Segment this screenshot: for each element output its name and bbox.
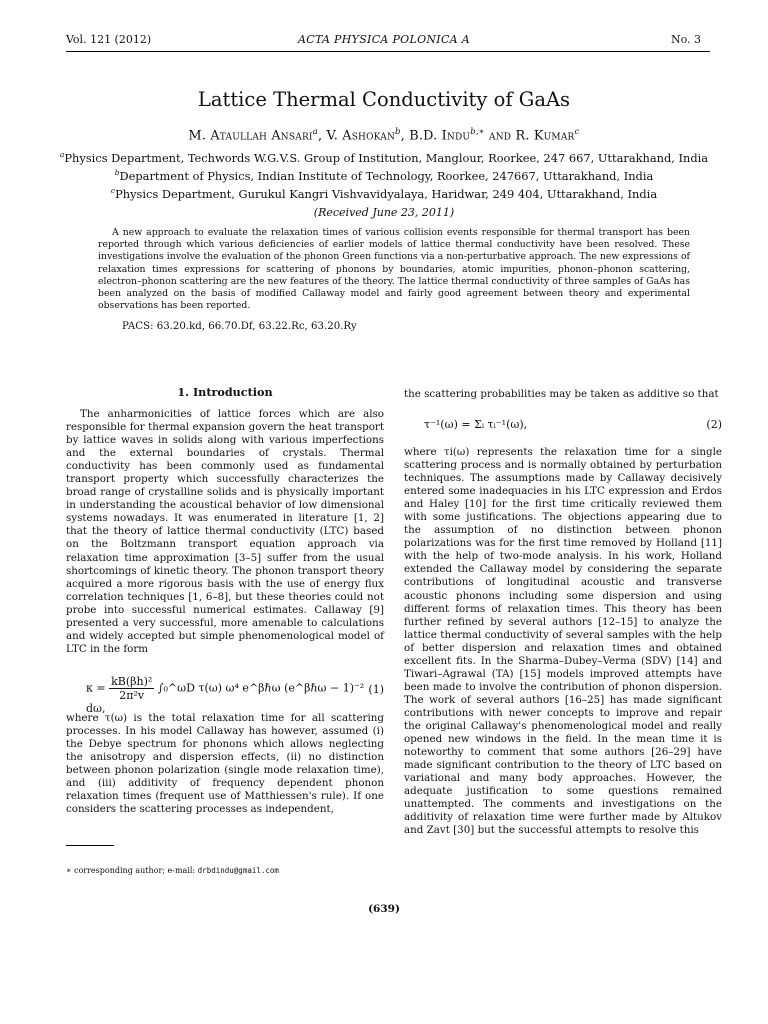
body-paragraph: The anharmonicities of lattice forces which are also responsible for thermal expansion govern the heat transport by lattice waves in solids along with various imperfections and the external boundaries of crystals. Thermal conductivity has been commonly used as fundamental transport property which successfully characterizes the broad range of crystalline solids and is physically important in understanding the acoustical behavior of low dimensional systems nowadays. It was enumerated in literature [1, 2] that the theory of lattice thermal conductivity (LTC) based on the Boltzmann transport equation approach via relaxation time approximation [3–5] suffer from the usual shortcomings of kinetic theory. The phonon transport theory acquired a more rigorous basis with the use of energy flux correlation techniques [1, 6–8], but these theories could not probe into successful numerical estimates. Callaway [9] presented a very successful, more amenable to calculations and widely accepted but simple phenomenological model of LTC in the form	[66, 408, 384, 655]
author-list: M. Ataullah Ansari$^a$, V. Ashokan$^b$, B.D. Indu$^{b,∗}$ and R. Kumar$^c$	[188, 127, 580, 144]
equation-number: (2)	[706, 418, 722, 431]
author-name: V. Ashokan	[326, 128, 396, 144]
affiliation-text: Physics Department, Techwords W.G.V.S. Group of Institution, Manglour, Roorkee, 247 667, Uttarakhand, India	[64, 150, 709, 165]
affiliation	[0, 186, 768, 201]
body-paragraph: the scattering probabilities may be taken as additive so that	[404, 388, 719, 400]
equation-integral: ∫₀^ωD τ(ω) ω⁴ e^βℏω (e^βℏω − 1)⁻² dω,	[86, 681, 365, 715]
received-date: (Received June 23, 2011)	[313, 206, 455, 219]
author-name: M. Ataullah Ansari	[188, 128, 313, 144]
author-name: B.D. Indu	[409, 128, 471, 144]
author-affiliation-mark: b	[395, 127, 401, 137]
equation-lhs: κ =	[86, 681, 106, 695]
footnote-rule	[66, 845, 114, 846]
affiliation-mark: b	[114, 168, 120, 177]
issue-number: No. 3	[670, 33, 701, 46]
affiliation-mark: c	[110, 186, 116, 195]
equation-fraction	[109, 675, 154, 702]
email-link[interactable]: drbdindu@gmail.com	[197, 866, 279, 875]
equation-number: (1)	[368, 683, 384, 696]
paper-title: Lattice Thermal Conductivity of GaAs	[197, 88, 571, 111]
footnote-text: ∗ corresponding author; e-mail:	[66, 866, 198, 875]
affiliation-mark: a	[59, 150, 65, 159]
page-number: (639)	[368, 903, 400, 915]
section-heading: 1. Introduction	[177, 385, 273, 399]
body-paragraph: where τi(ω) represents the relaxation time for a single scattering process and is normally obtained by perturbation techniques. The assumptions made by Callaway decisively entered some inadequacies in his LTC expression and Erdos and Haley [10] for the first time critically reviewed them with some justifications. The objections appearing due to the assumption of no distinction between phonon polarizations was for the first time removed by Holland [11] with the help of two-mode analysis. In his work, Holland extended the Callaway model by considering the separate contributions of longitudinal acoustic and transverse acoustic phonons including some dispersion and using different forms of relaxation times. This theory has been further refined by several authors [12–15] to analyze the lattice thermal conductivity of several samples with the help of better dispersion and relaxation times and obtained excellent fits. In the Sharma–Dubey–Verma (SDV) [14] and Tiwari–Agrawal (TA) [15] models improved attempts have been made to involve the contribution of phonon dispersion. The work of several authors [16–25] has made significant contributions with newer concepts to improve and repair the original Callaway's phenomenological model and really opened new windows in the field. In the mean time it is noteworthy to comment that some authors [26–29] have made significant contribution to the theory of LTC based on variational and many body approaches. However, the adequate justification to some questions remained unattempted. The comments and investigations on the additivity of relaxation time were further made by Altukov and Zavt [30] but the successful attempts to resolve this	[404, 446, 722, 837]
pacs-codes: PACS: 63.20.kd, 66.70.Df, 63.22.Rc, 63.20.Ry	[122, 321, 357, 332]
affiliation	[0, 150, 768, 165]
affiliation	[0, 168, 768, 183]
fraction-numerator: kB(βh)²	[111, 675, 153, 688]
author-affiliation-mark: a	[312, 127, 318, 137]
abstract: A new approach to evaluate the relaxation times of various collision events responsible for thermal transport has been reported through which various deficiencies of earlier models of lattice thermal conductivity have been resolved. These investigations involve the evaluation of the phonon Green functions via a non-perturbative approach. The new expressions of relaxation times expressions for scattering of phonons by boundaries, atomic impurities, phonon–phonon scattering, electron–phonon scattering are the new features of the theory. The lattice thermal conductivity of three samples of GaAs has been analyzed on the basis of modified Callaway model and fairly good agreement between theory and experimental observations has been reported.	[98, 227, 690, 312]
volume-label: Vol. 121 (2012)	[66, 33, 152, 46]
equation-2	[424, 418, 722, 438]
body-paragraph: where τ(ω) is the total relaxation time for all scattering processes. In his model Callaway has however, assumed (i) the Debye spectrum for phonons which allows neglecting the anisotropy and dispersion effects, (ii) no distinction between phonon polarization (single mode relaxation time), and (iii) additivity of frequency dependent phonon relaxation times (frequent use of Matthiessen's rule). If one considers the scattering processes as independent,	[66, 712, 384, 816]
fraction-denominator: 2π²v	[119, 689, 145, 702]
author-affiliation-mark: b,∗	[470, 127, 485, 137]
affiliation-text: Department of Physics, Indian Institute of Technology, Roorkee, 247667, Uttarakhand, India	[119, 168, 654, 183]
header-rule	[66, 51, 710, 52]
equation-body: τ⁻¹(ω) = Σᵢ τᵢ⁻¹(ω),	[424, 418, 528, 431]
affiliation-text: Physics Department, Gurukul Kangri Vishvavidyalaya, Haridwar, 249 404, Uttarakhand, India	[115, 186, 658, 201]
journal-name: ACTA PHYSICA POLONICA A	[298, 33, 470, 46]
equation-1	[86, 675, 384, 715]
author-name: R. Kumar	[515, 128, 575, 144]
footnote	[66, 866, 279, 875]
author-affiliation-mark: c	[574, 127, 580, 137]
author-conjunction: and	[489, 128, 512, 144]
